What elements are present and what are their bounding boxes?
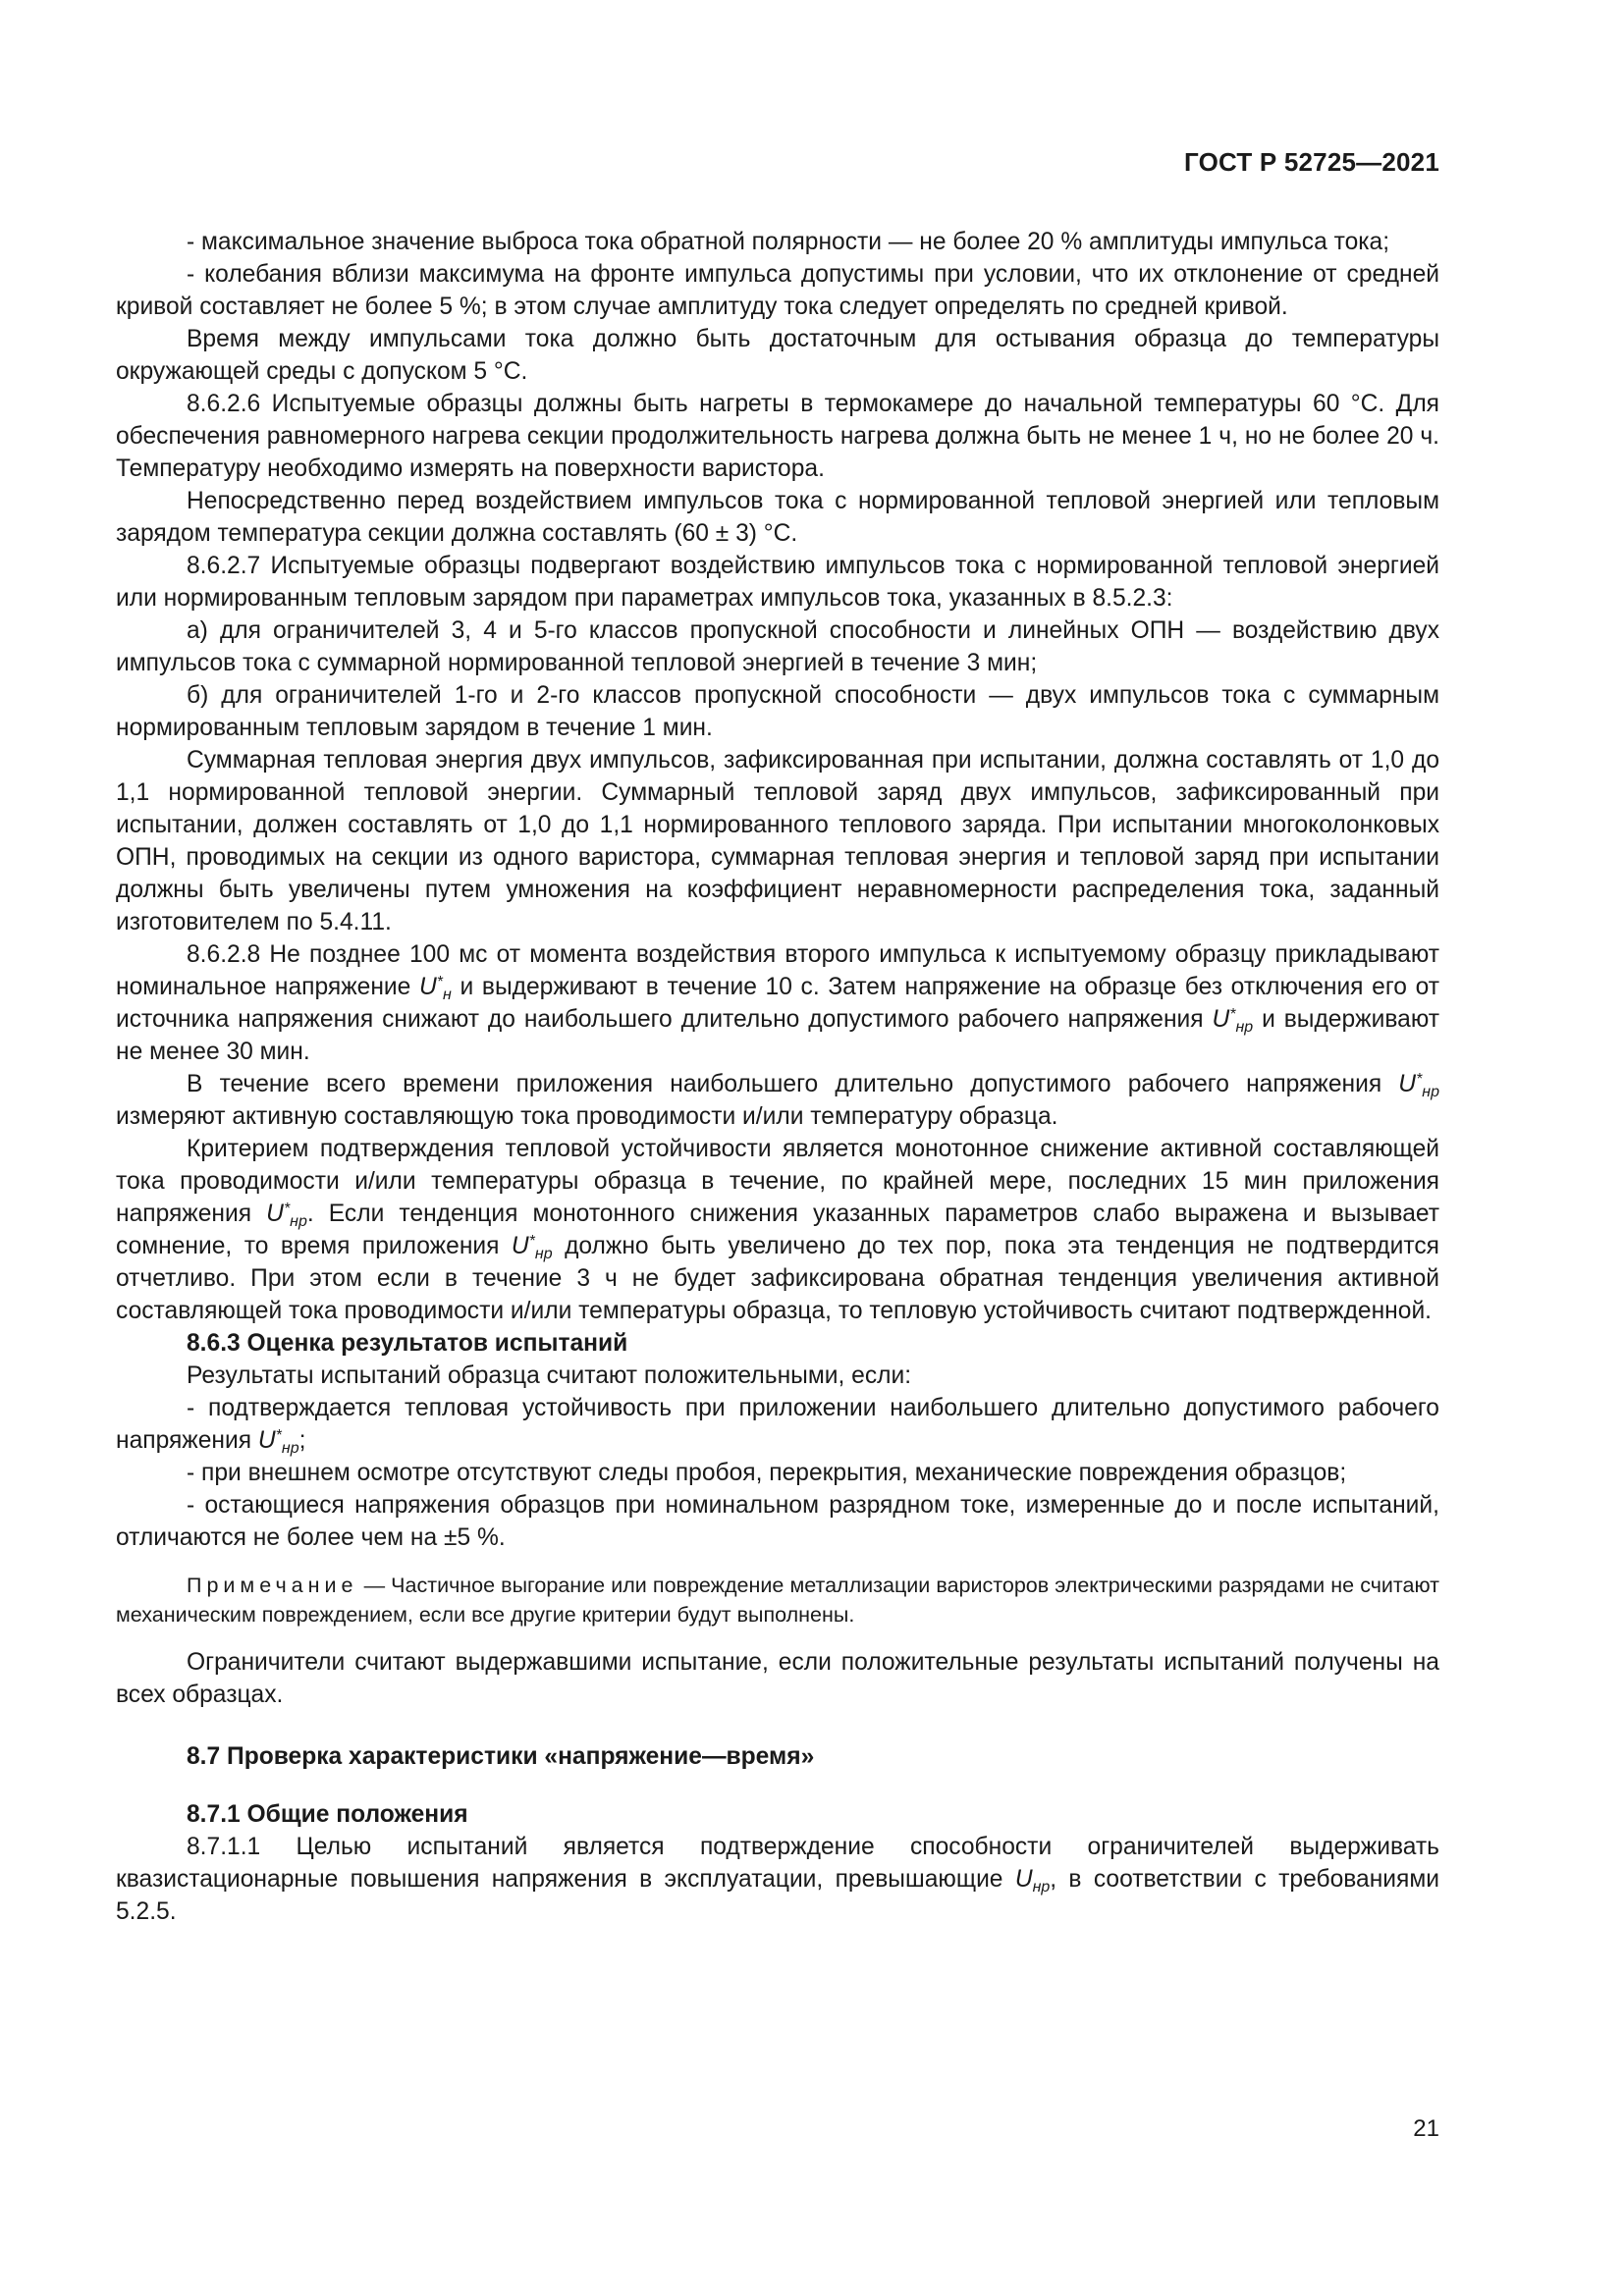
paragraph: В течение всего времени приложения наибольшего длительно допустимого рабочего напряжения $U^*_{нр}$ измеряют активную составляющую тока проводимости и/или температуру образца. (116, 1071, 1439, 1130)
section-heading-8-7-1: 8.7.1 Общие положения (187, 1801, 468, 1828)
page-number: 21 (1413, 2115, 1439, 2142)
paragraph: Критерием подтверждения тепловой устойчивости является монотонное снижение активной составляющей тока проводимости и/или температуры образца в течение, по крайней мере, последних 15 мин приложения напряжения $U^*_{нр}$. Если тенденция монотонного снижения указанных параметров слабо выражена и вызывает сомнение, то время приложения $U^*_{нр}$ должно быть увеличено до тех пор, пока эта тенденция не подтвердится отчетливо. При этом если в течение 3 ч не будет зафиксирована обратная тенденция увеличения активной составляющей тока проводимости и/или температуры образца, то тепловую устойчивость считают подтвержденной. (116, 1136, 1439, 1324)
list-item: а) для ограничителей 3, 4 и 5-го классов пропускной способности и линейных ОПН — воздействию двух импульсов тока с суммарной нормированной тепловой энергией в течение 3 мин; (116, 617, 1439, 676)
symbol-u-nr: $U^*_{нр}$ (1212, 1006, 1254, 1036)
list-item: - при внешнем осмотре отсутствуют следы пробоя, перекрытия, механические повреждения образцов; (187, 1460, 1347, 1486)
paragraph: Ограничители считают выдержавшими испытание, если положительные результаты испытаний получены на всех образцах. (116, 1649, 1439, 1708)
symbol-u-nr: $U^*_{нр}$ (257, 1427, 299, 1457)
document-code-header: ГОСТ Р 52725—2021 (1184, 147, 1439, 177)
list-item: - остающиеся напряжения образцов при номинальном разрядном токе, измеренные до и после испытаний, отличаются не более чем на ±5 %. (116, 1492, 1439, 1551)
symbol-u-n: $U^*_н$ (419, 974, 452, 1003)
section-heading-8-7: 8.7 Проверка характеристики «напряжение—время» (187, 1743, 815, 1770)
symbol-u-nr: $U^*_{нр}$ (266, 1201, 307, 1230)
symbol-u-nr-plain: $U_{нр}$ (1014, 1866, 1051, 1896)
list-item: б) для ограничителей 1-го и 2-го классов пропускной способности — двух импульсов тока с суммарным нормированным тепловым зарядом в течение 1 мин. (116, 682, 1439, 741)
note: Примечание — Частичное выгорание или повреждение металлизации варисторов электрическими разрядами не считают механическим повреждением, если все другие критерии будут выполнены. (116, 1574, 1439, 1627)
list-item: - подтверждается тепловая устойчивость при приложении наибольшего длительно допустимого рабочего напряжения $U^*_{нр}$; (116, 1395, 1439, 1457)
paragraph: - максимальное значение выброса тока обратной полярности — не более 20 % амплитуды импульса тока; (187, 229, 1390, 255)
paragraph-8-6-2-8: 8.6.2.8 Не позднее 100 мс от момента воздействия второго импульса к испытуемому образцу прикладывают номинальное напряжение $U^*_н$ и выдерживают в течение 10 с. Затем напряжение на образце без отключения его от источника напряжения снижают до наибольшего длительно допустимого рабочего напряжения $U^*_{нр}$ и выдерживают не менее 30 мин. (116, 941, 1440, 1065)
section-heading-8-6-3: 8.6.3 Оценка результатов испытаний (187, 1330, 628, 1357)
paragraph: - колебания вблизи максимума на фронте импульса допустимы при условии, что их отклонение от средней кривой составляет не более 5 %; в этом случае амплитуду тока следует определять по средней кривой. (116, 261, 1439, 320)
document-body (116, 226, 1439, 1928)
paragraph: 8.6.2.7 Испытуемые образцы подвергают воздействию импульсов тока с нормированной тепловой энергией или нормированным тепловым зарядом при параметрах импульсов тока, указанных в 8.5.2.3: (116, 553, 1439, 612)
paragraph: Время между импульсами тока должно быть достаточным для остывания образца до температуры окружающей среды с допуском 5 °С. (116, 326, 1439, 385)
paragraph: 8.6.2.6 Испытуемые образцы должны быть нагреты в термокамере до начальной температуры 60 °С. Для обеспечения равномерного нагрева секции продолжительность нагрева должна быть не менее 1 ч, но не более 20 ч. Температуру необходимо измерять на поверхности варистора. (116, 391, 1439, 482)
symbol-u-nr: $U^*_{нр}$ (1398, 1071, 1439, 1100)
paragraph-8-7-1-1: 8.7.1.1 Целью испытаний является подтверждение способности ограничителей выдерживать квазистационарные повышения напряжения в эксплуатации, превышающие $U_{нр}$, в соответствии с требованиями 5.2.5. (116, 1834, 1439, 1925)
paragraph: Результаты испытаний образца считают положительными, если: (187, 1362, 912, 1389)
paragraph: Непосредственно перед воздействием импульсов тока с нормированной тепловой энергией или тепловым зарядом температура секции должна составлять (60 ± 3) °С. (116, 488, 1439, 547)
symbol-u-nr: $U^*_{нр}$ (511, 1233, 553, 1262)
note-label: Примечание (187, 1574, 358, 1597)
paragraph: Суммарная тепловая энергия двух импульсов, зафиксированная при испытании, должна составлять от 1,0 до 1,1 нормированной тепловой энергии. Суммарный тепловой заряд двух импульсов, зафиксированный при испытании, должен составлять от 1,0 до 1,1 нормированного теплового заряда. При испытании многоколонковых ОПН, проводимых на секции из одного варистора, суммарная тепловая энергия и тепловой заряд при испытании должны быть увеличены путем умножения на коэффициент неравномерности распределения тока, заданный изготовителем по 5.4.11. (116, 747, 1439, 935)
